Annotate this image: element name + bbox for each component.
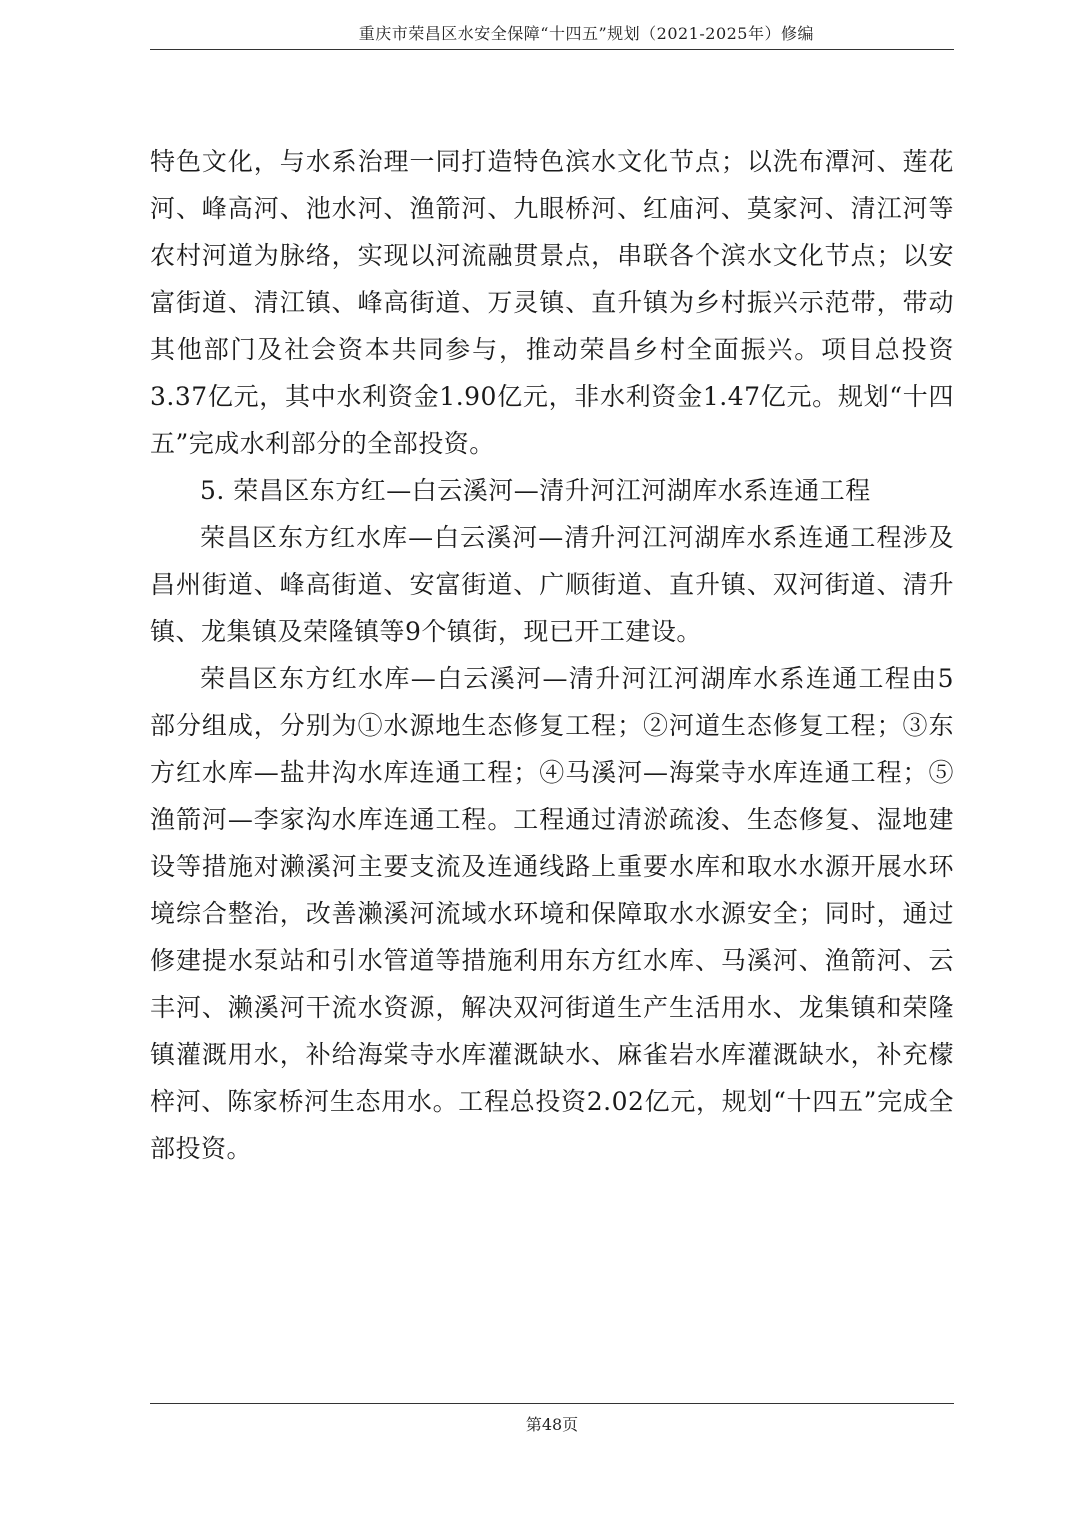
paragraph: 荣昌区东方红水库—白云溪河—清升河江河湖库水系连通工程涉及昌州街道、峰高街道、安富街道、广顺街道、直升镇、双河街道、清升镇、龙集镇及荣隆镇等9个镇街，现已开工建设。 xyxy=(150,523,954,646)
page-header xyxy=(150,0,954,50)
page-number: 第48页 xyxy=(525,1415,579,1434)
paragraph: 荣昌区东方红水库—白云溪河—清升河江河湖库水系连通工程由5部分组成，分别为①水源地生态修复工程；②河道生态修复工程；③东方红水库—盐井沟水库连通工程；④马溪河—海棠寺水库连通工程；⑤渔箭河—李家沟水库连通工程。工程通过清淤疏浚、生态修复、湿地建设等措施对濑溪河主要支流及连通线路上重要水库和取水水源开展水环境综合整治，改善濑溪河流域水环境和保障取水水源安全；同时，通过修建提水泵站和引水管道等措施利用东方红水库、马溪河、渔箭河、云丰河、濑溪河干流水资源，解决双河街道生产生活用水、龙集镇和荣隆镇灌溉用水，补给海棠寺水库灌溉缺水、麻雀岩水库灌溉缺水，补充檬梓河、陈家桥河生态用水。工程总投资2.02亿元，规划“十四五”完成全部投资。 xyxy=(150,664,954,1163)
page-footer xyxy=(150,1403,954,1435)
paragraph-continued: 特色文化，与水系治理一同打造特色滨水文化节点；以洗布潭河、莲花河、峰高河、池水河、渔箭河、九眼桥河、红庙河、莫家河、清江河等农村河道为脉络，实现以河流融贯景点，串联各个滨水文化节点；以安富街道、清江镇、峰高街道、万灵镇、直升镇为乡村振兴示范带，带动其他部门及社会资本共同参与，推动荣昌乡村全面振兴。项目总投资3.37亿元，其中水利资金1.90亿元，非水利资金1.47亿元。规划“十四五”完成水利部分的全部投资。 xyxy=(150,147,954,458)
page-body xyxy=(150,138,954,1172)
section-heading: 5. 荣昌区东方红—白云溪河—清升河江河湖库水系连通工程 xyxy=(200,476,871,505)
document-title: 重庆市荣昌区水安全保障“十四五”规划（2021-2025年）修编 xyxy=(358,24,814,43)
